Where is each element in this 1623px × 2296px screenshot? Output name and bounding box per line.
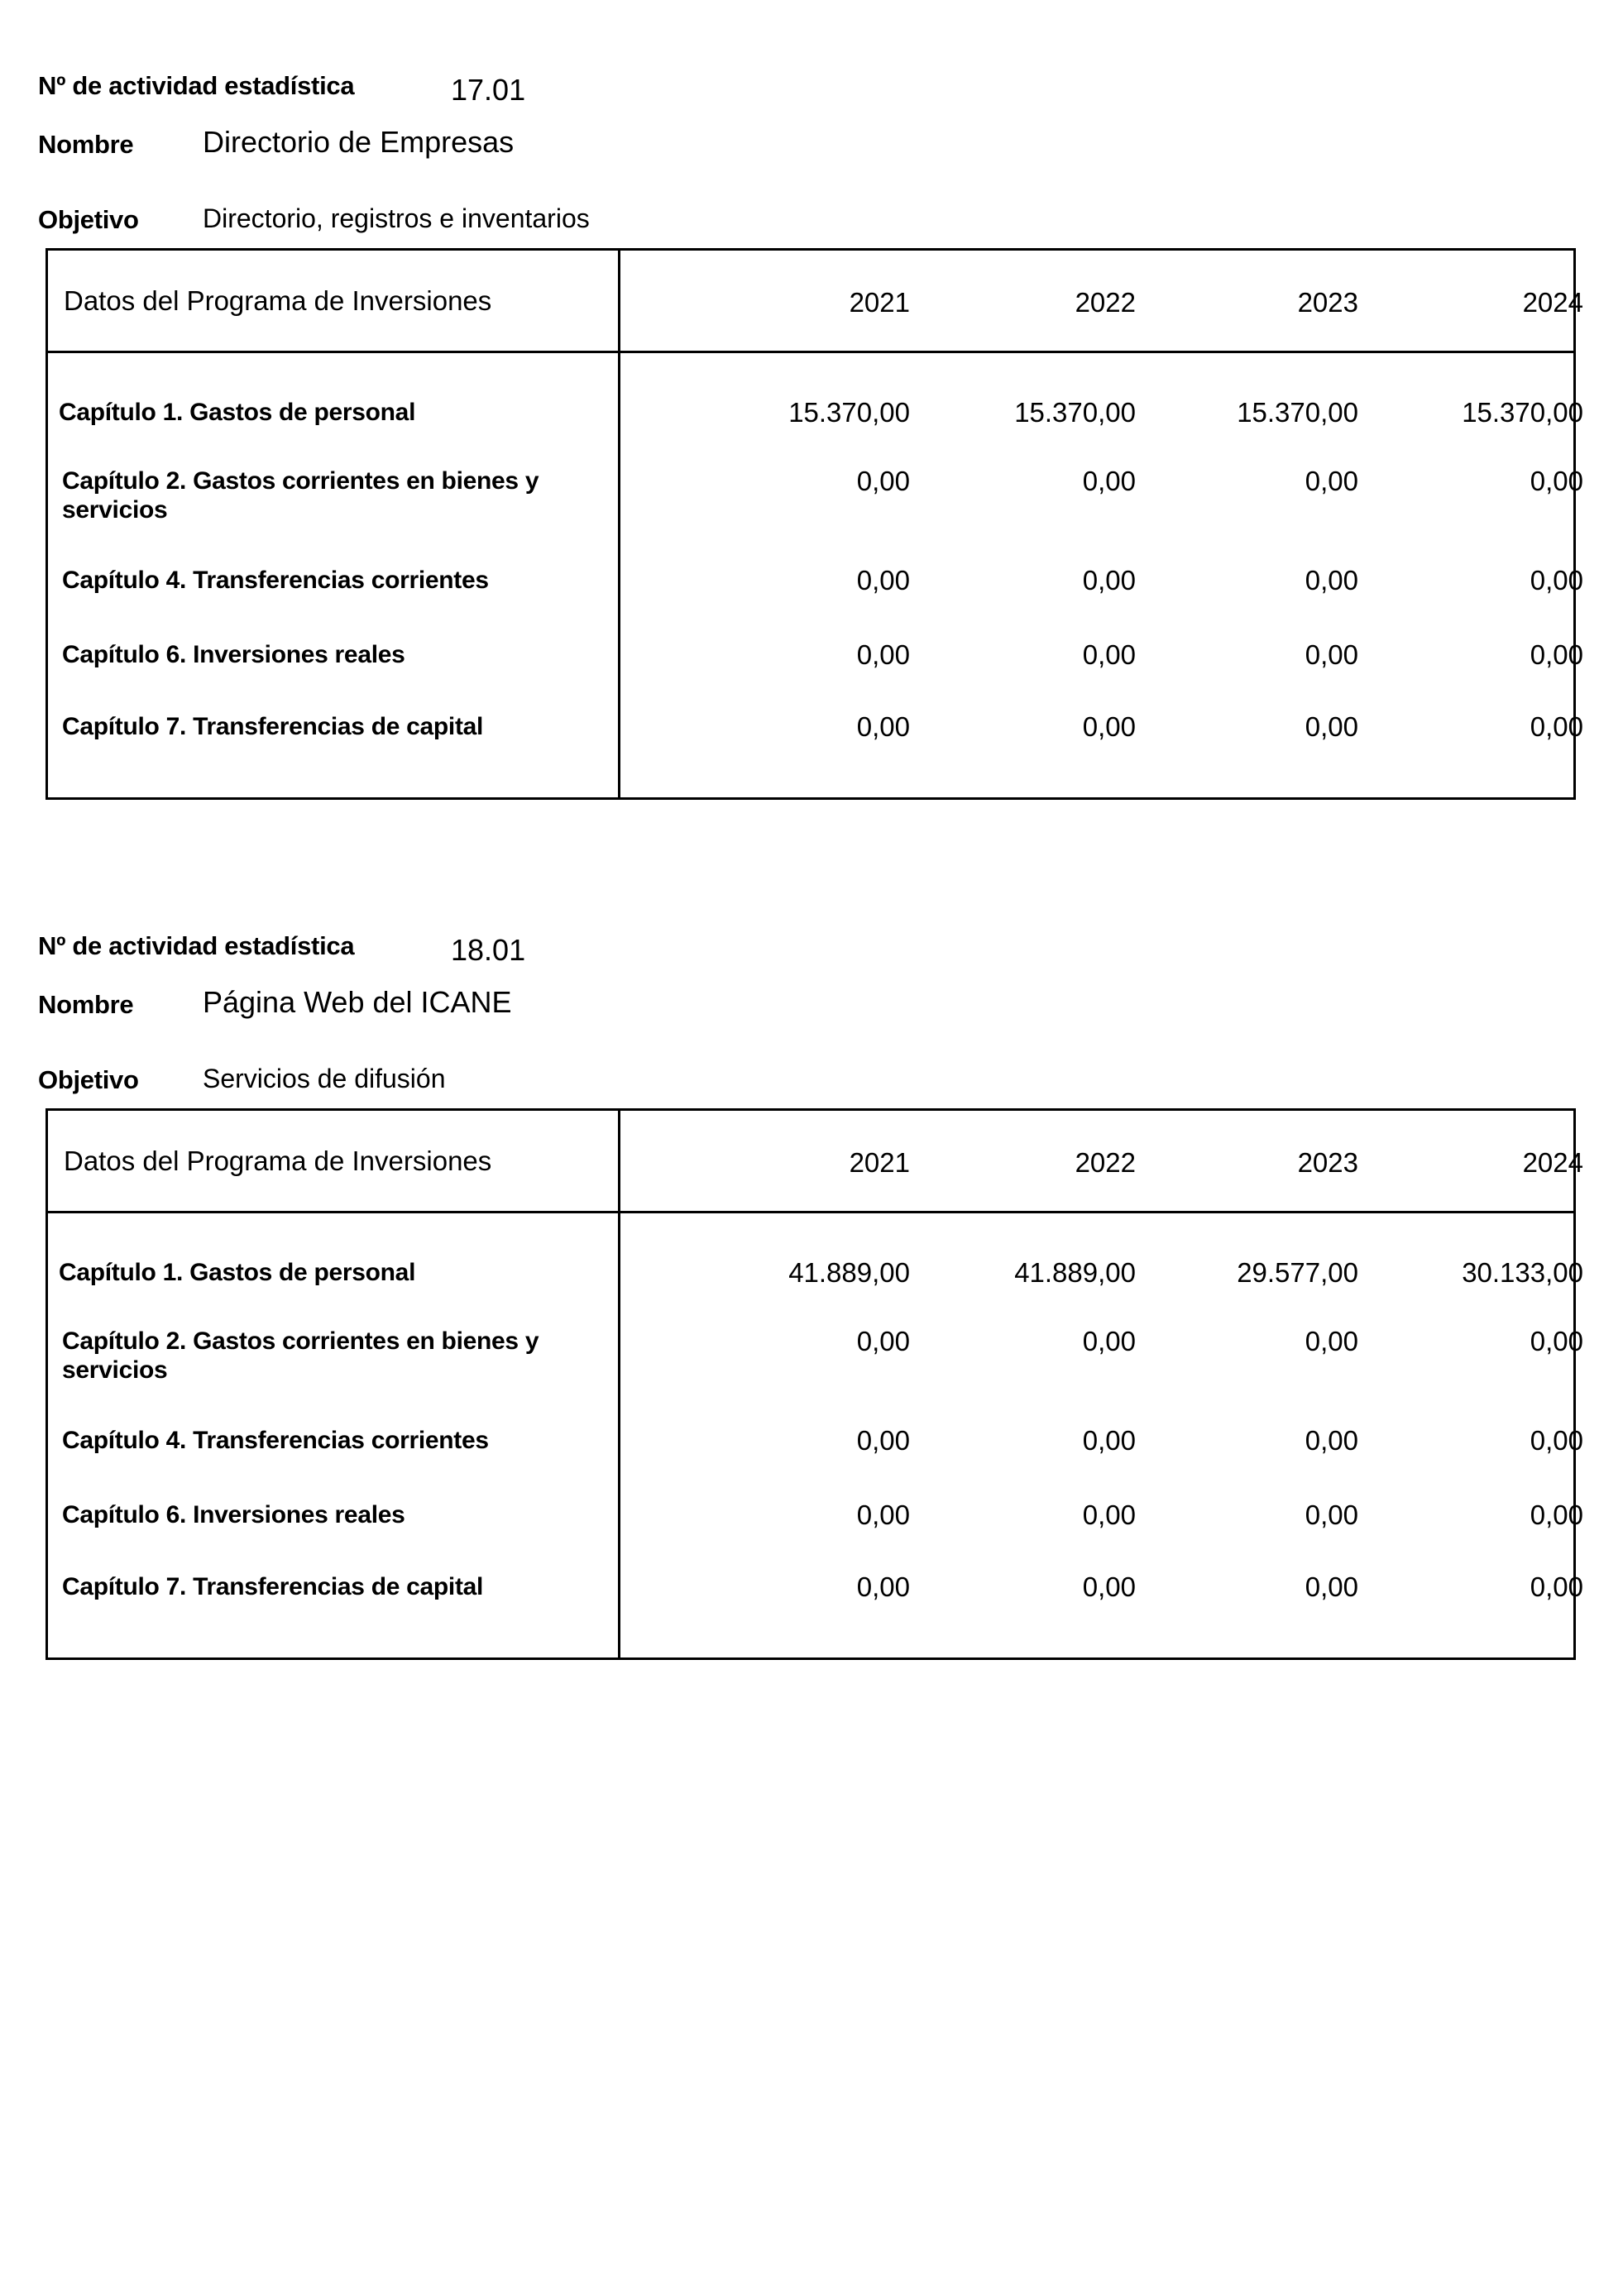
table-cell: 0,00 [1530,639,1583,670]
year-header: 2023 [1297,1147,1358,1178]
table-cell: 0,00 [1305,1326,1358,1356]
table-cell: 15.370,00 [788,397,910,428]
table-cell: 0,00 [856,1571,910,1602]
header-divider [48,351,1573,353]
table-cell: 0,00 [856,1326,910,1356]
year-header: 2022 [1075,1147,1136,1178]
table-cell: 41.889,00 [1014,1257,1136,1288]
table-cell: 0,00 [1082,466,1136,496]
table-cell: 0,00 [1082,1326,1136,1356]
table-cell: 0,00 [856,711,910,742]
table-cell: 0,00 [1305,1425,1358,1456]
table-cell: 0,00 [856,1500,910,1530]
row-label: Capítulo 2. Gastos corrientes en bienes y servicios [62,467,539,524]
table-cell: 0,00 [856,1425,910,1456]
table-cell: 0,00 [1305,639,1358,670]
investment-table [45,248,1583,800]
objective-value: Servicios de difusión [203,1064,446,1093]
table-cell: 41.889,00 [788,1257,910,1288]
row-label: Capítulo 6. Inversiones reales [62,1501,405,1528]
table-cell: 30.133,00 [1462,1257,1583,1288]
year-header: 2021 [849,287,910,318]
table-cell: 29.577,00 [1237,1257,1358,1288]
table-cell: 0,00 [1082,639,1136,670]
table-cell: 0,00 [1082,711,1136,742]
table-header-label: Datos del Programa de Inversiones [64,1146,492,1176]
column-divider [618,251,620,797]
row-label: Capítulo 4. Transferencias corrientes [62,567,489,594]
column-divider [618,1111,620,1657]
objective-label: Objetivo [38,205,139,234]
year-header: 2024 [1522,1147,1583,1178]
table-cell: 0,00 [1305,466,1358,496]
table-cell: 0,00 [856,466,910,496]
table-cell: 15.370,00 [1014,397,1136,428]
table-cell: 0,00 [856,639,910,670]
name-value: Página Web del ICANE [203,985,512,1019]
table-cell: 0,00 [1530,711,1583,742]
row-label: Capítulo 2. Gastos corrientes en bienes y servicios [62,1327,539,1384]
objective-value: Directorio, registros e inventarios [203,203,590,233]
table-cell: 0,00 [1082,565,1136,596]
year-header: 2023 [1297,287,1358,318]
header-divider [48,1211,1573,1213]
activity-number: 17.01 [451,73,526,107]
activity-number-label: Nº de actividad estadística [38,931,355,960]
table-cell: 0,00 [1530,565,1583,596]
activity-section [0,0,1623,827]
name-label: Nombre [38,130,134,159]
table-cell: 0,00 [856,565,910,596]
year-header: 2022 [1075,287,1136,318]
table-cell: 0,00 [1305,565,1358,596]
table-cell: 0,00 [1082,1500,1136,1530]
table-cell: 0,00 [1305,711,1358,742]
table-cell: 0,00 [1305,1571,1358,1602]
row-label: Capítulo 6. Inversiones reales [62,641,405,668]
activity-section [0,860,1623,1687]
name-label: Nombre [38,990,134,1019]
year-header: 2021 [849,1147,910,1178]
table-cell: 15.370,00 [1462,397,1583,428]
row-label: Capítulo 7. Transferencias de capital [62,1573,484,1600]
name-value: Directorio de Empresas [203,125,515,159]
row-label: Capítulo 4. Transferencias corrientes [62,1427,489,1454]
table-cell: 0,00 [1082,1571,1136,1602]
table-cell: 15.370,00 [1237,397,1358,428]
activity-number: 18.01 [451,933,526,967]
table-cell: 0,00 [1530,1500,1583,1530]
objective-label: Objetivo [38,1065,139,1094]
table-cell: 0,00 [1530,1326,1583,1356]
table-header-label: Datos del Programa de Inversiones [64,285,492,316]
row-label: Capítulo 1. Gastos de personal [59,399,416,426]
year-header: 2024 [1522,287,1583,318]
table-cell: 0,00 [1530,1425,1583,1456]
table-cell: 0,00 [1082,1425,1136,1456]
table-cell: 0,00 [1530,466,1583,496]
row-label: Capítulo 7. Transferencias de capital [62,713,484,740]
table-cell: 0,00 [1305,1500,1358,1530]
investment-table [45,1108,1583,1660]
row-label: Capítulo 1. Gastos de personal [59,1259,416,1286]
activity-number-label: Nº de actividad estadística [38,71,355,100]
table-cell: 0,00 [1530,1571,1583,1602]
